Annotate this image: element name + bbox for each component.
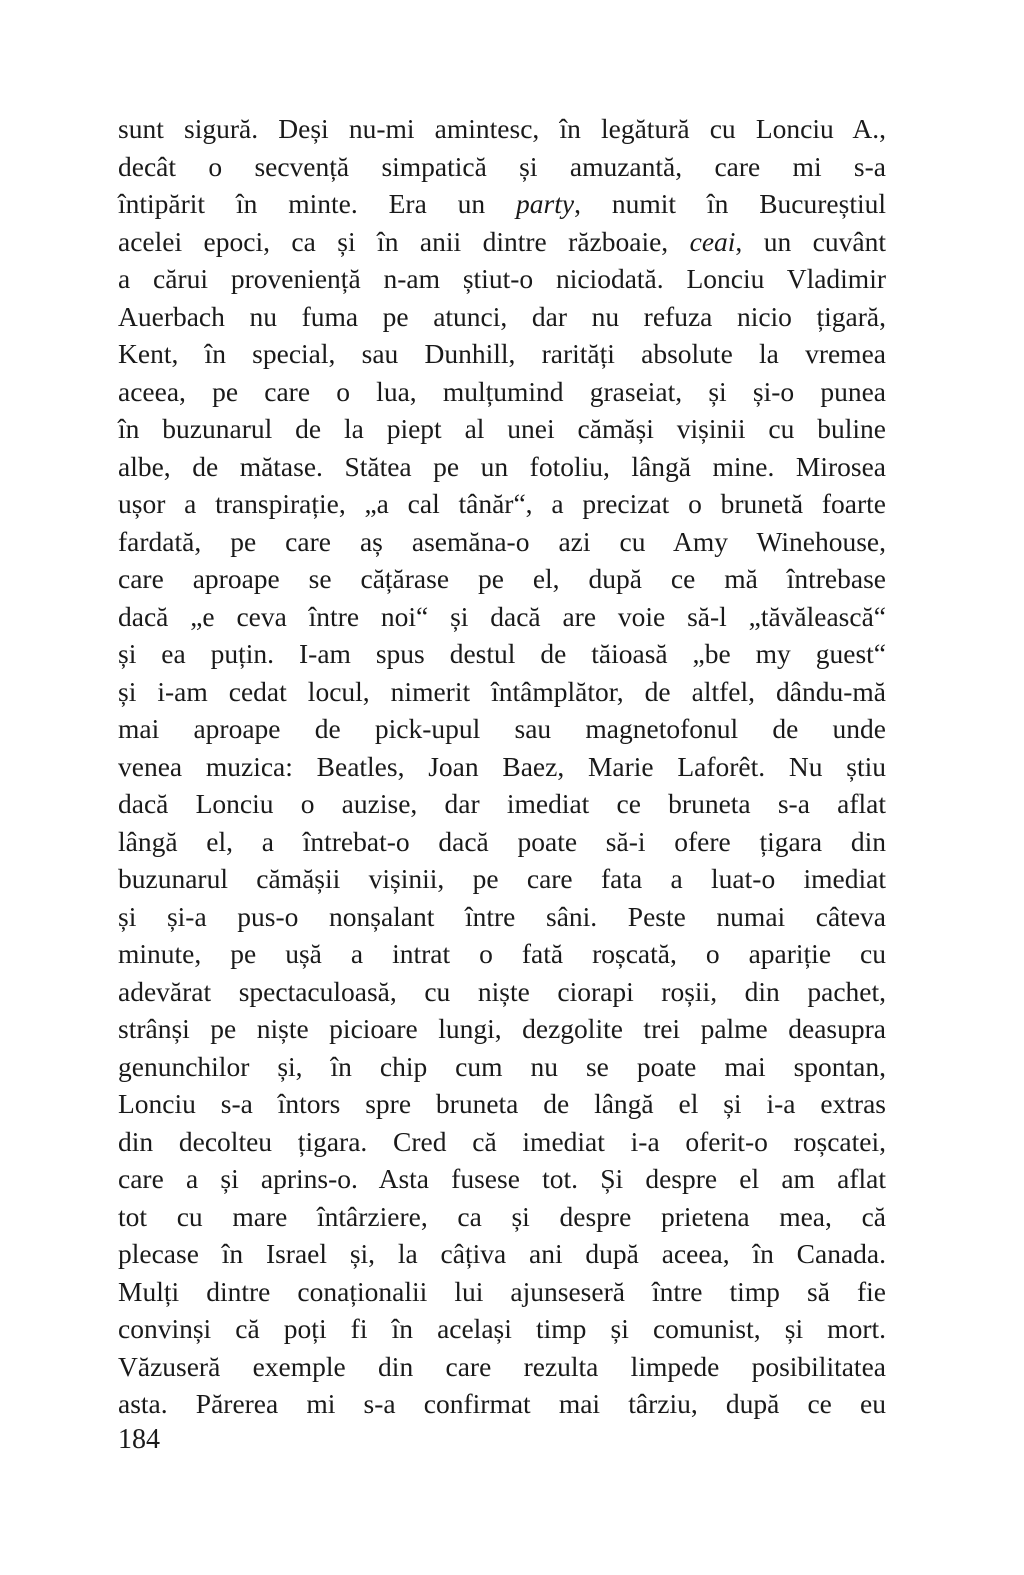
text-line: adevărat spectaculoasă, cu niște ciorapi roșii, din pachet, (118, 975, 886, 1007)
text-line: a cărui proveniență n-am știut-o niciodată. Lonciu Vladimir (118, 263, 886, 294)
italic-term: ceai (689, 225, 736, 257)
text-line: în buzunarul de la piept al unei cămăși vișinii cu buline (118, 413, 886, 444)
text-line: fardată, pe care aș asemăna-o azi cu Amy Winehouse, (118, 525, 886, 557)
text-line: întipărit în minte. Era un party, numit în Bucureștiul (118, 188, 886, 219)
text-line: Kent, în special, sau Dunhill, rarități absolute la vremea (118, 338, 886, 369)
text-line: Auerbach nu fuma pe atunci, dar nu refuza nicio țigară, (118, 300, 886, 332)
text-line: și ea puțin. I-am spus destul de tăioasă „be my guest“ (118, 638, 886, 669)
text-line: și și-a pus-o nonșalant între sâni. Peste numai câteva (118, 900, 886, 932)
text-line: care aproape se cățărase pe el, după ce mă întrebase (118, 563, 886, 594)
text-line: aceea, pe care o lua, mulțumind graseiat, și și-o punea (118, 375, 886, 407)
text-line: buzunarul cămășii vișinii, pe care fata a luat-o imediat (118, 863, 886, 894)
text-line: și i-am cedat locul, nimerit întâmplător, de altfel, dându-mă (118, 675, 886, 707)
text-line: genunchilor și, în chip cum nu se poate mai spontan, (118, 1050, 886, 1082)
body-text (118, 110, 886, 1423)
text-line: convinși că poți fi în același timp și comunist, și mort. (118, 1313, 886, 1344)
text-line: venea muzica: Beatles, Joan Baez, Marie Laforêt. Nu știu (118, 750, 886, 782)
text-line: tot cu mare întârziere, ca și despre prietena mea, că (118, 1200, 886, 1232)
text-line: plecase în Israel și, la câțiva ani după aceea, în Canada. (118, 1238, 886, 1269)
text-line: ușor a transpirație, „a cal tânăr“, a precizat o brunetă foarte (118, 488, 886, 519)
page-number: 184 (118, 1424, 160, 1455)
text-line: decât o secvență simpatică și amuzantă, care mi s-a (118, 150, 886, 182)
text-line: strânși pe niște picioare lungi, dezgolite trei palme deasupra (118, 1013, 886, 1044)
text-line: dacă Lonciu o auzise, dar imediat ce bruneta s-a aflat (118, 788, 886, 819)
text-line: care a și aprins-o. Asta fusese tot. Și despre el am aflat (118, 1163, 886, 1194)
text-line: Văzuseră exemple din care rezulta limpede posibilitatea (118, 1350, 886, 1382)
text-line: albe, de mătase. Stătea pe un fotoliu, lângă mine. Mirosea (118, 450, 886, 482)
text-line: acelei epoci, ca și în anii dintre războaie, ceai, un cuvânt (118, 225, 886, 257)
text-line: dacă „e ceva între noi“ și dacă are voie să-l „tăvălească“ (118, 600, 886, 632)
text-line: lângă el, a întrebat-o dacă poate să-i ofere țigara din (118, 825, 886, 857)
text-line: Mulți dintre conaționalii lui ajunseseră între timp să fie (118, 1275, 886, 1307)
italic-term: party (516, 188, 575, 219)
text-line: Lonciu s-a întors spre bruneta de lângă el și i-a extras (118, 1088, 886, 1119)
text-line: sunt sigură. Deși nu-mi amintesc, în legătură cu Lonciu A., (118, 113, 886, 144)
text-line: din decolteu țigara. Cred că imediat i-a oferit-o roșcatei, (118, 1125, 886, 1157)
text-line: asta. Părerea mi s-a confirmat mai târziu, după ce eu (118, 1388, 886, 1419)
text-line: mai aproape de pick-upul sau magnetofonul de unde (118, 713, 886, 744)
text-line: minute, pe ușă a intrat o fată roșcată, o apariție cu (118, 938, 886, 969)
